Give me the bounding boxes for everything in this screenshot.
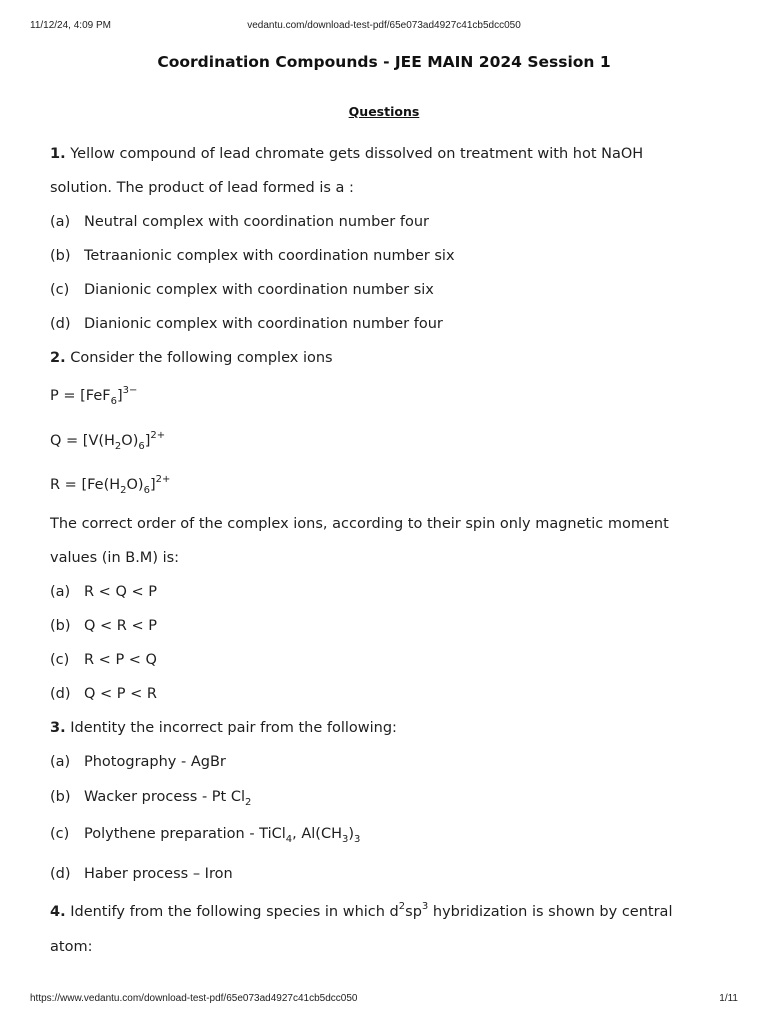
document-title: Coordination Compounds - JEE MAIN 2024 Session 1 (157, 53, 611, 71)
option-text: Neutral complex with coordination number four (84, 214, 429, 230)
question-text: Identity the incorrect pair from the following: (65, 720, 397, 736)
option-label: (d) (50, 686, 71, 702)
question-text-continued: solution. The product of lead formed is a : (50, 180, 354, 196)
ion-q: $Q = [V(H_2O)_6]^{2+}$ (50, 430, 166, 452)
question-number: 1. (50, 146, 66, 162)
option-d (50, 316, 443, 332)
option-text: Q < R < P (84, 618, 157, 634)
page-indicator: 1/11 (719, 993, 738, 1004)
option-a (50, 754, 226, 770)
option-label: (b) (50, 248, 71, 264)
option-label: (d) (50, 316, 71, 332)
ion-r: $R = [Fe(H_2O)_6]^{2+}$ (50, 474, 171, 496)
option-c: (c) Polythene preparation - TiCl$_4$, $Al(CH_3)_3$ (50, 826, 361, 845)
option-text: Polythene preparation - TiCl (84, 826, 286, 842)
option-text: Q < P < R (84, 686, 157, 702)
question-1 (50, 146, 643, 162)
option-label: (a) (50, 584, 71, 600)
option-label: (c) (50, 826, 70, 842)
section-heading: Questions (348, 104, 420, 119)
option-label: (a) (50, 214, 71, 230)
option-label: (c) (50, 652, 70, 668)
option-label: (c) (50, 282, 70, 298)
print-url-footer: https://www.vedantu.com/download-test-pdf/65e073ad4927c41cb5dcc050 (30, 993, 358, 1004)
question-text: Yellow compound of lead chromate gets dissolved on treatment with hot NaOH (65, 146, 644, 162)
option-b (50, 618, 157, 634)
question-text: The correct order of the complex ions, according to their spin only magnetic moment (50, 516, 669, 532)
option-c (50, 282, 434, 298)
option-text: Dianionic complex with coordination number six (84, 282, 434, 298)
option-label: (b) (50, 618, 71, 634)
ion-p: $P = [FeF_6]^{3-}$ (50, 385, 138, 407)
option-b (50, 248, 455, 264)
question-number: 4. (50, 904, 66, 920)
option-text: Dianionic complex with coordination number four (84, 316, 443, 332)
option-text: Photography - AgBr (84, 754, 226, 770)
option-text: R < P < Q (84, 652, 157, 668)
option-a (50, 214, 429, 230)
question-4: 4. Identify from the following species in which $d^2sp^3$ hybridization is shown by central (50, 901, 673, 920)
question-text-continued: values (in B.M) is: (50, 550, 180, 566)
question-3 (50, 720, 397, 736)
option-label: (d) (50, 866, 71, 882)
question-number: 2. (50, 350, 66, 366)
question-text: Consider the following complex ions (65, 350, 333, 366)
option-text: Haber process – Iron (84, 866, 233, 882)
option-label: (b) (50, 789, 71, 805)
option-label: (a) (50, 754, 71, 770)
option-a (50, 584, 157, 600)
question-number: 3. (50, 720, 66, 736)
option-text: Tetraanionic complex with coordination number six (84, 248, 455, 264)
option-b: (b) Wacker process - Pt $Cl_2$ (50, 789, 252, 808)
print-url-header: vedantu.com/download-test-pdf/65e073ad4927c41cb5dcc050 (247, 20, 521, 31)
option-d (50, 866, 233, 882)
question-text-continued: atom: (50, 939, 93, 955)
option-text: R < Q < P (84, 584, 157, 600)
option-c (50, 652, 157, 668)
question-2 (50, 350, 333, 366)
option-text: Wacker process - Pt Cl (84, 789, 246, 805)
option-d (50, 686, 157, 702)
print-datetime: 11/12/24, 4:09 PM (30, 20, 111, 31)
